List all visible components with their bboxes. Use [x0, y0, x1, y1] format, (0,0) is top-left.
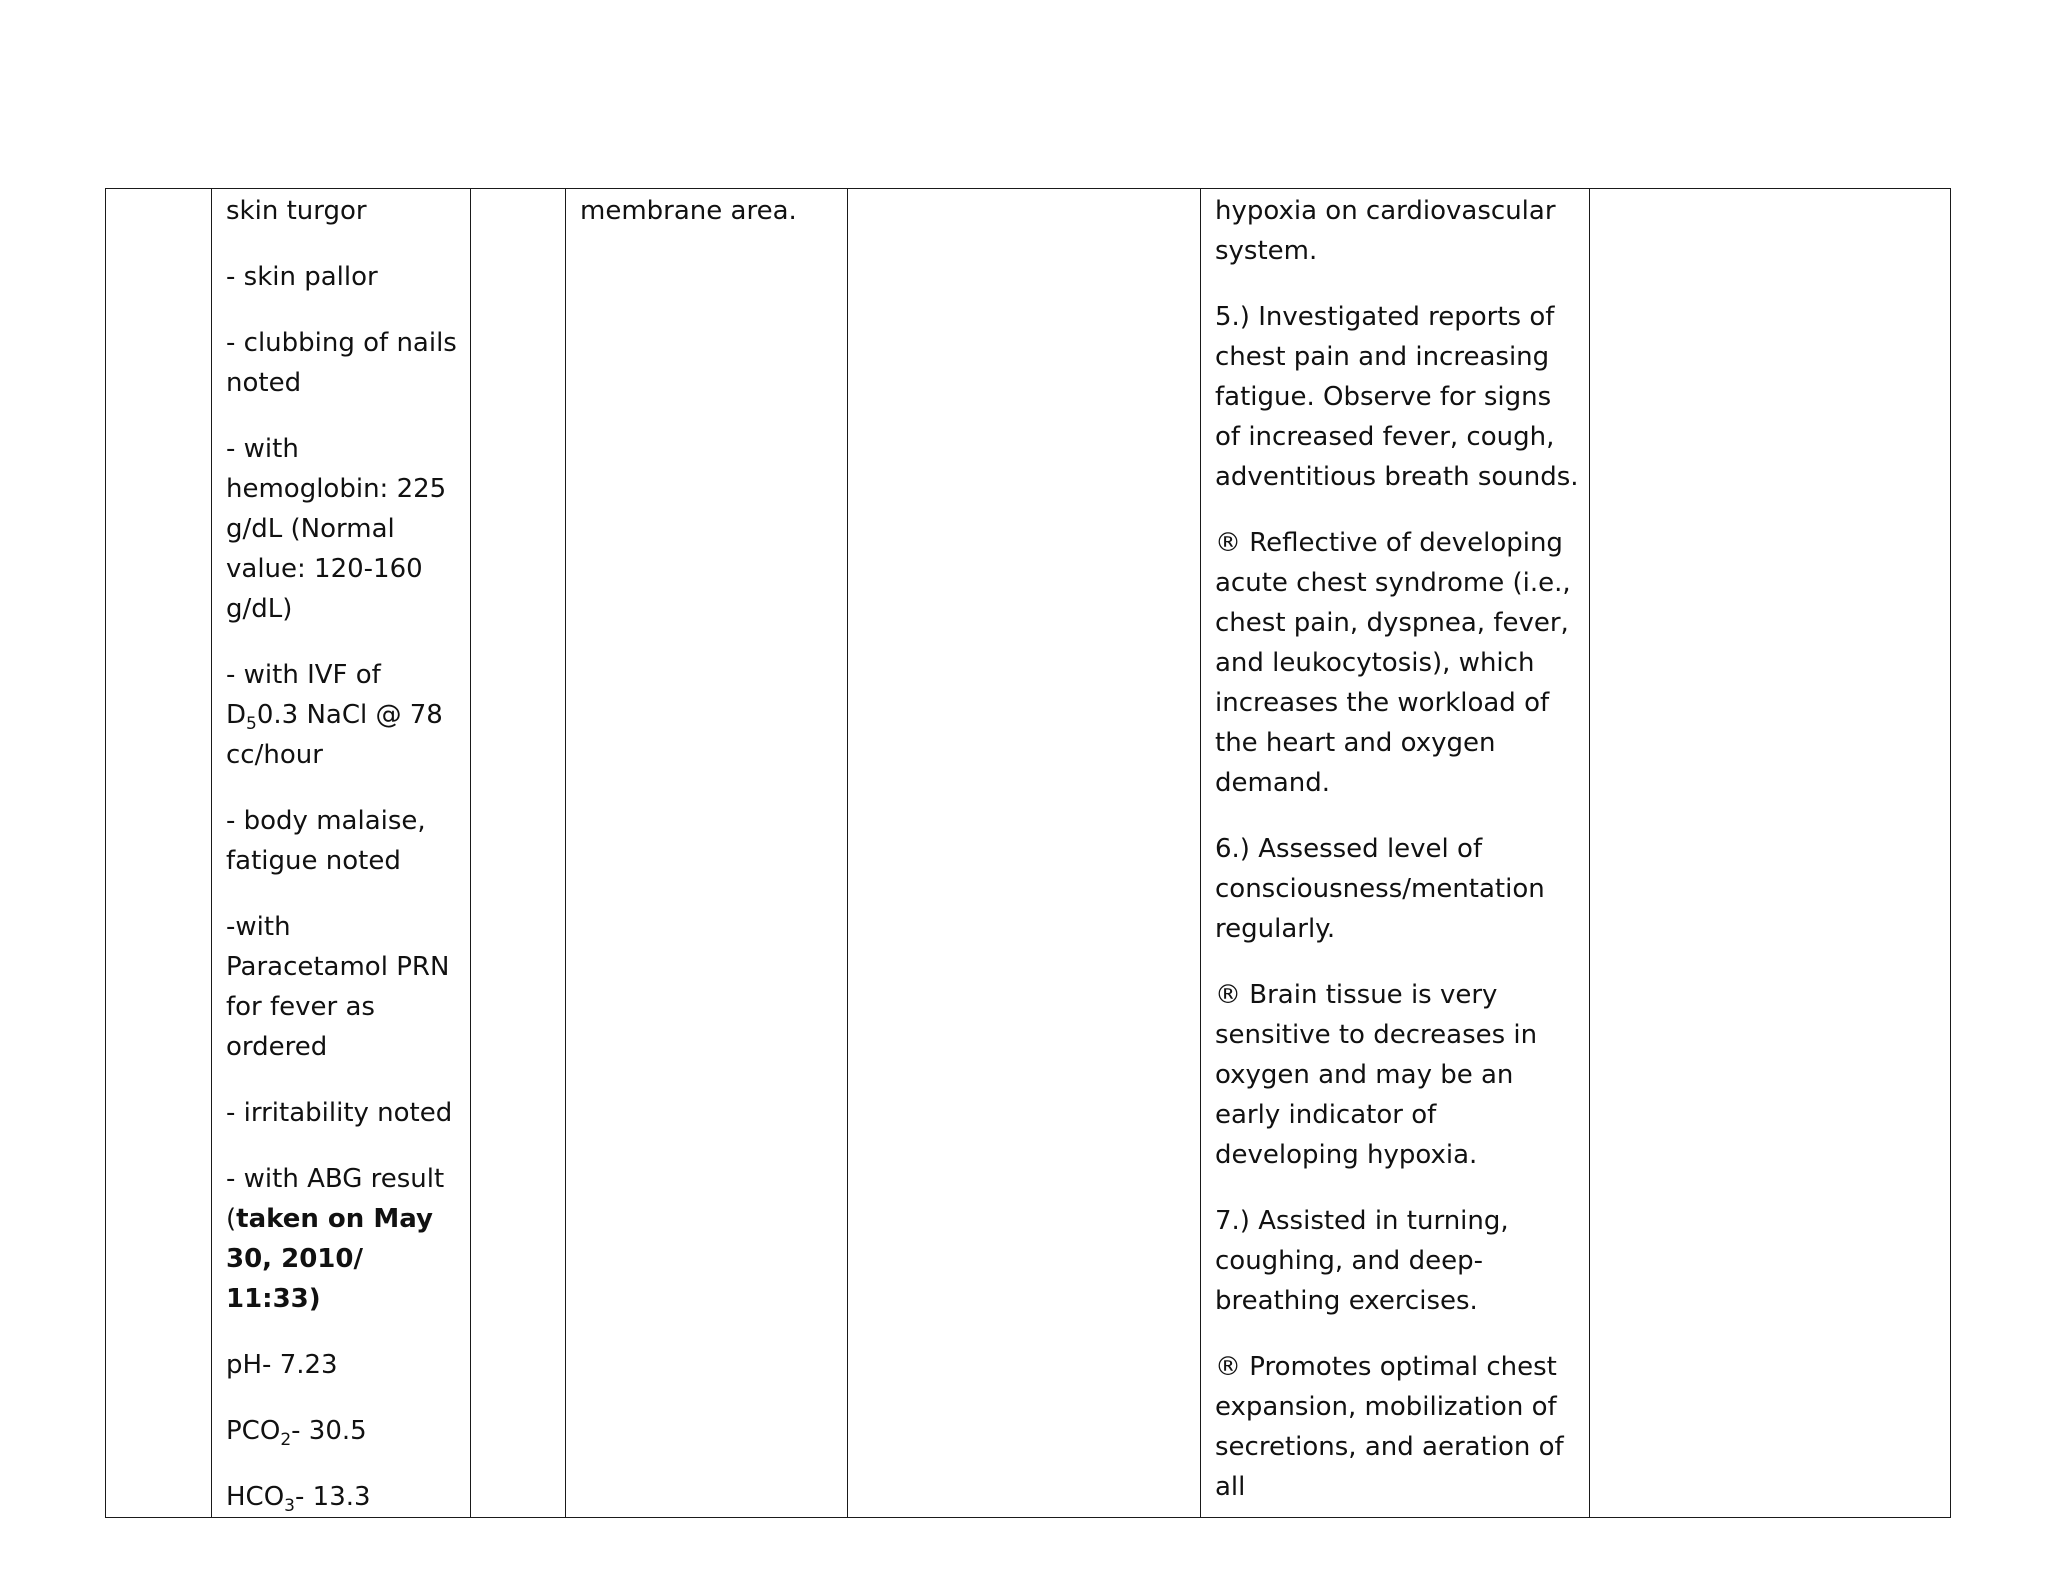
list-item — [226, 1159, 460, 1319]
list-item — [226, 1477, 460, 1517]
assessment-cell — [212, 189, 471, 1518]
ivf-prefix: - with IVF of D — [226, 660, 381, 730]
list-item: hypoxia on cardiovascular system. — [1215, 196, 1556, 266]
ivf-subscript: 5 — [246, 714, 257, 734]
list-item: -with Paracetamol PRN for fever as ordered — [226, 912, 450, 1062]
list-item: - clubbing of nails noted — [226, 328, 457, 398]
list-item: - irritability noted — [226, 1098, 453, 1128]
diagnosis-cell — [566, 189, 848, 1518]
list-item: pH- 7.23 — [226, 1350, 338, 1380]
pco2-suffix: - 30.5 — [291, 1416, 367, 1446]
hco3-subscript: 3 — [284, 1496, 295, 1516]
table-cell-col3 — [471, 189, 566, 1518]
list-item — [226, 655, 460, 775]
hco3-suffix: - 13.3 — [295, 1482, 371, 1512]
list-item: - with hemoglobin: 225 g/dL (Normal value: 120-160 g/dL) — [226, 434, 447, 624]
abg-prefix: - with ABG result ( — [226, 1164, 445, 1234]
pco2-prefix: PCO — [226, 1416, 281, 1446]
list-item: ® Promotes optimal chest expansion, mobilization of secretions, and aeration of all — [1215, 1352, 1564, 1502]
list-item: 7.) Assisted in turning, coughing, and deep-breathing exercises. — [1215, 1206, 1509, 1316]
table-row — [106, 189, 1951, 1518]
hco3-prefix: HCO — [226, 1482, 285, 1512]
list-item: 6.) Assessed level of consciousness/mentation regularly. — [1215, 834, 1545, 944]
list-item — [226, 1411, 460, 1451]
list-item: - body malaise, fatigue noted — [226, 806, 426, 876]
list-item: ® Brain tissue is very sensitive to decreases in oxygen and may be an early indicator of developing hypoxia. — [1215, 980, 1538, 1170]
cell-text: membrane area. — [580, 196, 797, 226]
list-item: - skin pallor — [226, 262, 378, 292]
table-cell-col5 — [848, 189, 1201, 1518]
interventions-cell — [1201, 189, 1590, 1518]
table-cell-col1 — [106, 189, 212, 1518]
list-item: ® Reflective of developing acute chest syndrome (i.e., chest pain, dyspnea, fever, and leukocytosis), which increases the workload of the heart and oxygen demand. — [1215, 528, 1571, 798]
pco2-subscript: 2 — [280, 1430, 292, 1450]
abg-date: taken on May 30, 2010/ 11:33) — [226, 1204, 433, 1314]
ivf-suffix: 0.3 NaCl @ 78 cc/hour — [226, 700, 443, 770]
nursing-care-plan-table — [105, 188, 1951, 1518]
list-item: skin turgor — [226, 196, 367, 226]
table-cell-col7 — [1590, 189, 1951, 1518]
list-item: 5.) Investigated reports of chest pain and increasing fatigue. Observe for signs of increased fever, cough, adventitious breath sounds. — [1215, 302, 1579, 492]
